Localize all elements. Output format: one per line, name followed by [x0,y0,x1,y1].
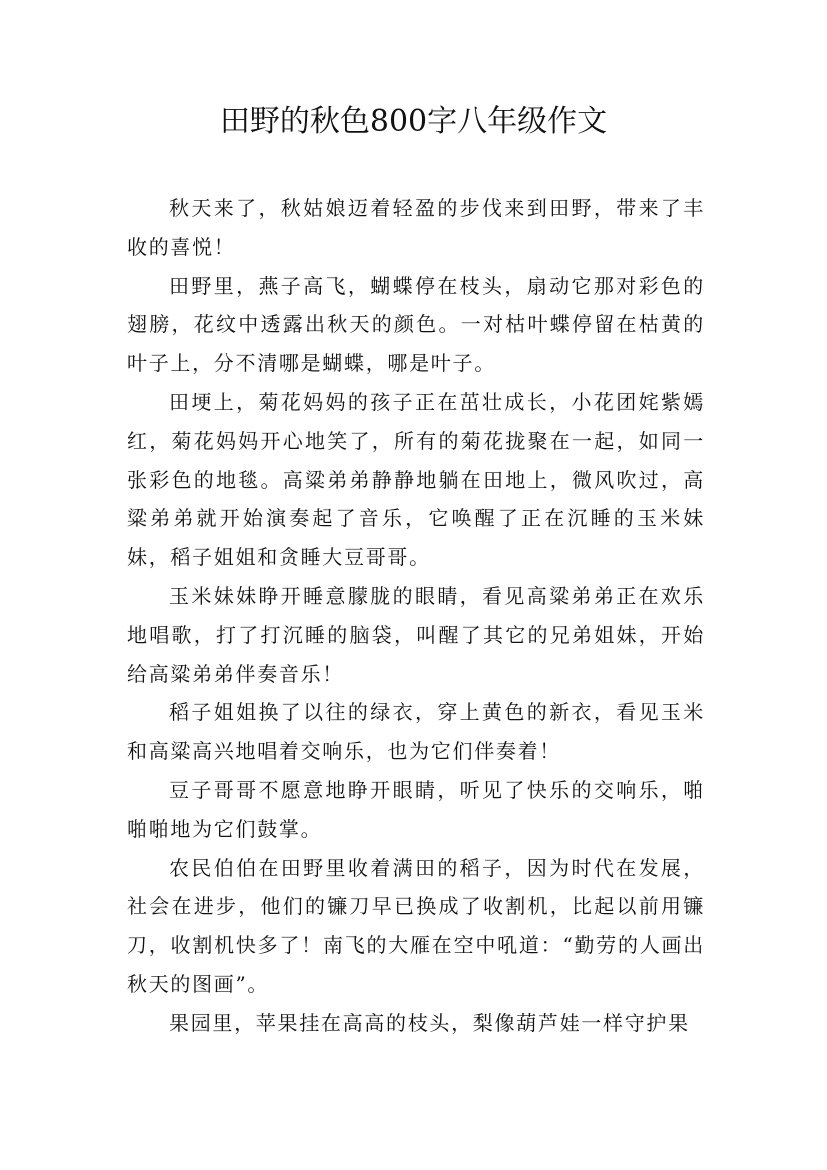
paragraph: 秋天来了，秋姑娘迈着轻盈的步伐来到田野，带来了丰收的喜悦！ [127,196,705,259]
paragraph: 农民伯伯在田野里收着满田的稻子，因为时代在发展，社会在进步，他们的镰刀早已换成了收割机，比起以前用镰刀，收割机快多了！南飞的大雁在空中吼道：“勤劳的人画出秋天的图画”。 [127,855,705,996]
paragraph: 田野里，燕子高飞，蝴蝶停在枝头，扇动它那对彩色的翅膀，花纹中透露出秋天的颜色。一对枯叶蝶停留在枯黄的叶子上，分不清哪是蝴蝶，哪是叶子。 [127,273,705,376]
document-title: 田野的秋色800字八年级作文 [219,104,608,139]
paragraph: 田埂上，菊花妈妈的孩子正在茁壮成长，小花团姹紫嫣红，菊花妈妈开心地笑了，所有的菊花拢聚在一起，如同一张彩色的地毯。高粱弟弟静静地躺在田地上，微风吹过，高粱弟弟就开始演奏起了音乐，它唤醒了正在沉睡的玉米妹妹，稻子姐姐和贪睡大豆哥哥。 [127,389,705,570]
document-body [127,189,705,1043]
paragraph: 玉米妹妹睁开睡意朦胧的眼睛，看见高粱弟弟正在欢乐地唱歌，打了打沉睡的脑袋，叫醒了其它的兄弟姐妹，开始给高粱弟弟伴奏音乐！ [127,583,705,686]
paragraph: 果园里，苹果挂在高高的枝头，梨像葫芦娃一样守护果 [169,1010,690,1035]
paragraph: 稻子姐姐换了以往的绿衣，穿上黄色的新衣，看见玉米和高粱高兴地唱着交响乐，也为它们伴奏着！ [127,700,705,764]
paragraph: 豆子哥哥不愿意地睁开眼睛，听见了快乐的交响乐，啪啪啪地为它们鼓掌。 [127,777,705,841]
